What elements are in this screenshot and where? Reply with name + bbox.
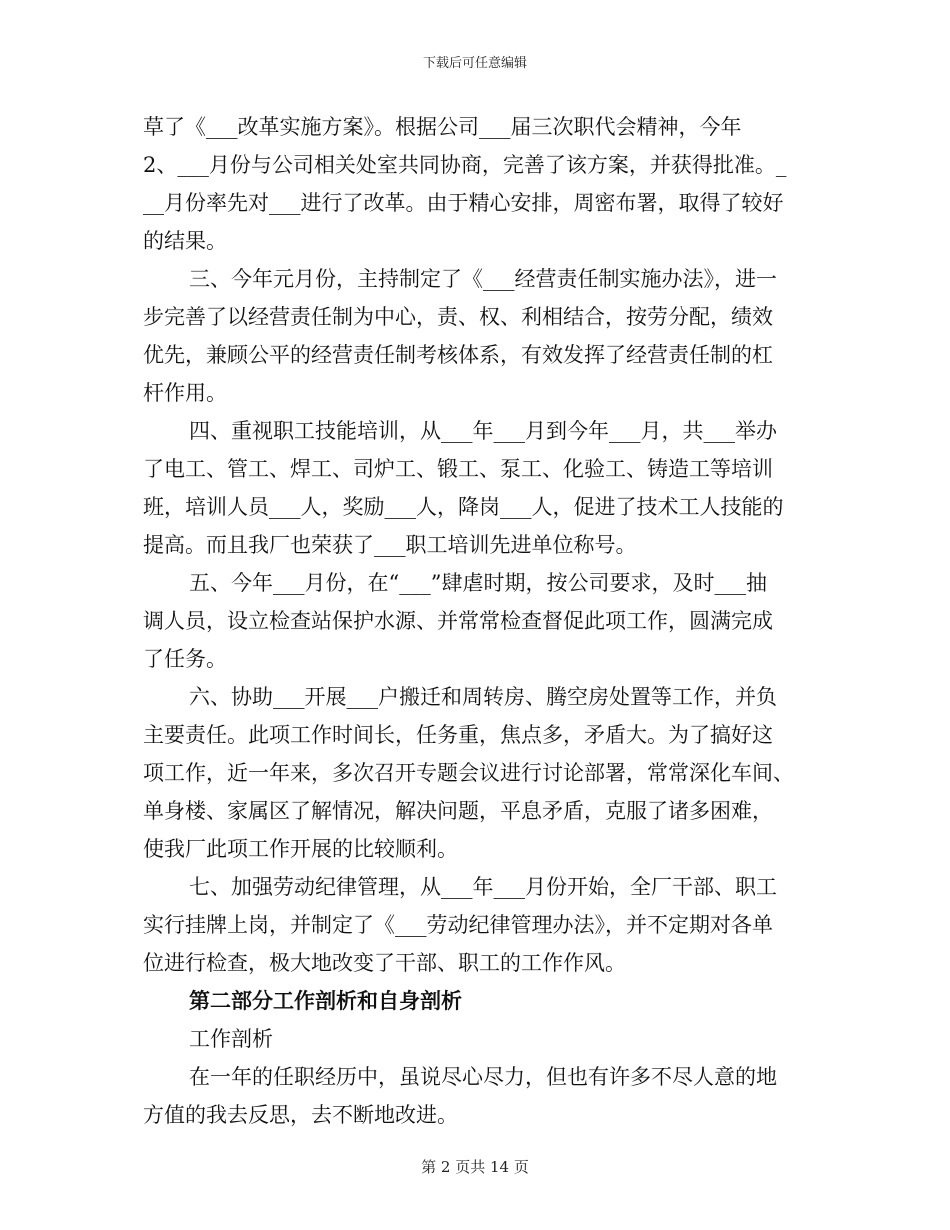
paragraph-start-line: 四、重视职工技能培训，从___年___月到今年___月，共___举办 xyxy=(189,419,777,443)
paragraph-start-line: 五、今年___月份，在“___”肆虐时期，按公司要求，及时___抽 xyxy=(189,571,767,595)
text-line: 提高。而且我厂也荣获了___职工培训先进单位称号。 xyxy=(143,533,637,557)
text-line: 调人员，设立检查站保护水源、并常常检查督促此项工作，圆满完成 xyxy=(143,609,773,633)
text-line: 了电工、管工、焊工、司炉工、锻工、泵工、化验工、铸造工等培训 xyxy=(143,457,773,481)
page-footer: 第 2 页共 14 页 xyxy=(421,1158,529,1176)
text-line: 的结果。 xyxy=(143,229,227,253)
text-line: 2、___月份与公司相关处室共同协商，完善了该方案，并获得批准。_ xyxy=(143,153,787,177)
text-line: 杆作用。 xyxy=(143,381,227,405)
paragraph-start-line: 六、协助___开展___户搬迁和周转房、腾空房处置等工作，并负 xyxy=(189,685,777,709)
text-line: 主要责任。此项工作时间长，任务重，焦点多，矛盾大。为了搞好这 xyxy=(143,723,773,747)
text-line: 班，培训人员___人，奖励___人，降岗___人，促进了技术工人技能的 xyxy=(143,495,784,519)
text-line: 位进行检查，极大地改变了干部、职工的工作作风。 xyxy=(143,951,626,975)
text-line: 单身楼、家属区了解情况，解决问题，平息矛盾，克服了诸多困难， xyxy=(143,799,773,823)
section-heading: 第二部分工作剖析和自身剖析 xyxy=(189,988,462,1013)
paragraph-start-line: 三、今年元月份，主持制定了《___经营责任制实施办法》，进一 xyxy=(189,267,777,291)
paragraph-start-line: 七、加强劳动纪律管理，从___年___月份开始，全厂干部、职工 xyxy=(189,875,777,899)
text-line: 优先，兼顾公平的经营责任制考核体系，有效发挥了经营责任制的杠 xyxy=(143,343,773,367)
document-body xyxy=(143,108,813,1134)
text-line: 了任务。 xyxy=(143,647,227,671)
text-line: 使我厂此项工作开展的比较顺利。 xyxy=(143,837,458,861)
text-line: 实行挂牌上岗，并制定了《___劳动纪律管理办法》，并不定期对各单 xyxy=(143,913,773,937)
text-line: 步完善了以经营责任制为中心，责、权、利相结合，按劳分配，绩效 xyxy=(143,305,773,329)
text-line: 项工作，近一年来，多次召开专题会议进行讨论部署，常常深化车间、 xyxy=(143,761,794,785)
paragraph-start-line: 在一年的任职经历中，虽说尽心尽力，但也有许多不尽人意的地 xyxy=(189,1065,777,1089)
page-header: 下载后可任意编辑 xyxy=(422,56,527,71)
text-line: 草了《___改革实施方案》。根据公司___届三次职代会精神，今年 xyxy=(143,115,742,139)
text-line: __月份率先对___进行了改革。由于精心安排，周密布署，取得了较好 xyxy=(143,191,784,215)
subsection-heading: 工作剖析 xyxy=(189,1027,273,1051)
text-line: 方值的我去反思，去不断地改进。 xyxy=(143,1103,458,1127)
